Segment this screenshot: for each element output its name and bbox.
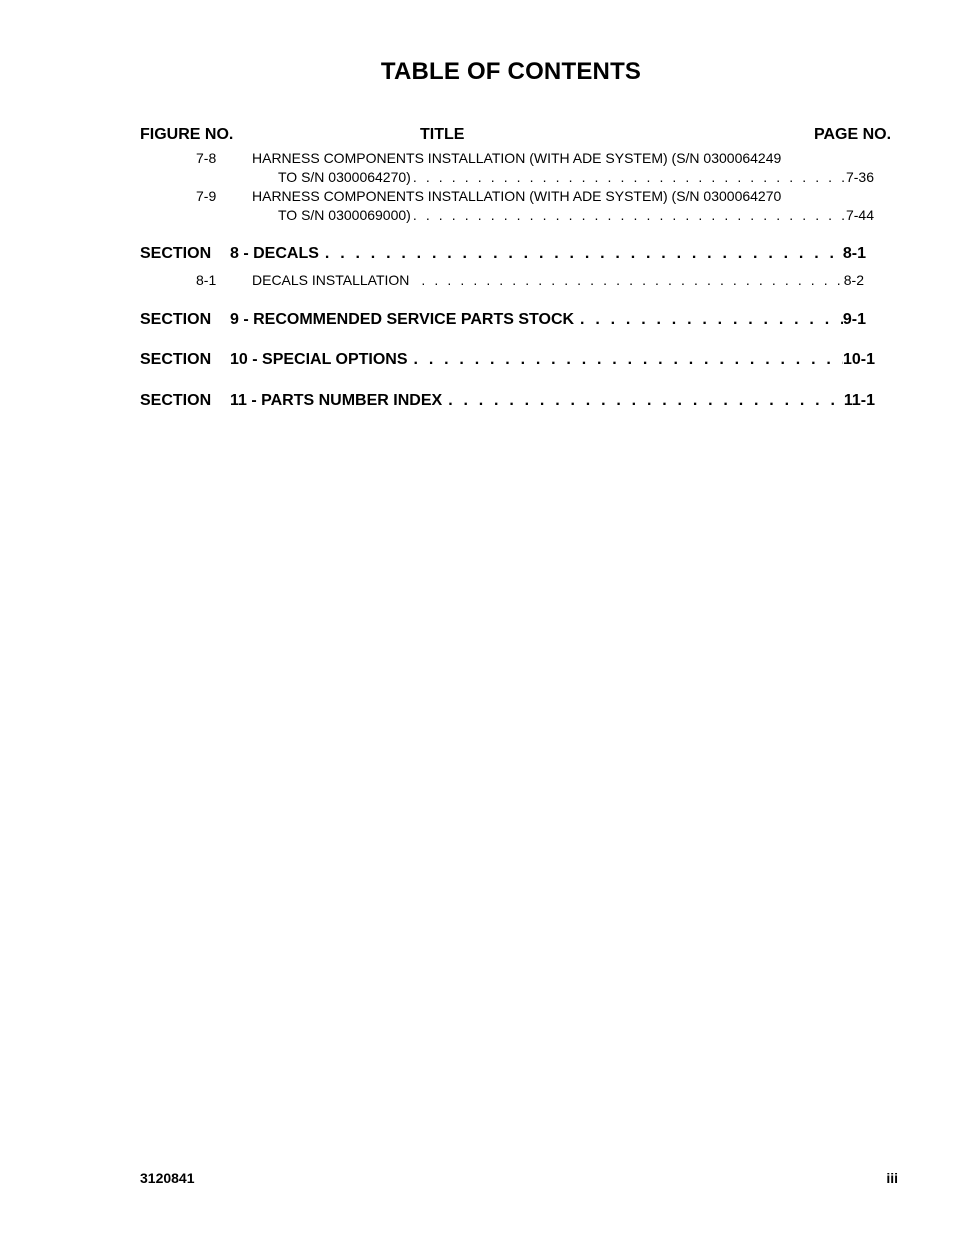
figure-number: 8-1 (196, 272, 217, 288)
section-label: SECTION (140, 311, 212, 328)
figure-page-number: 8-2 (843, 272, 864, 288)
toc-section-entry[interactable] (140, 350, 875, 370)
header-page-no: PAGE NO. (814, 126, 892, 143)
header-figure-no: FIGURE NO. (140, 126, 234, 143)
figure-title-line2: TO S/N 0300064270) (278, 169, 411, 185)
figure-title-line2: TO S/N 0300069000) (278, 207, 411, 223)
figure-title-line1: DECALS INSTALLATION (252, 272, 410, 288)
figure-page-number: 7-36 (845, 169, 874, 185)
section-title: 11 - PARTS NUMBER INDEX (230, 392, 443, 409)
section-page-number: 9-1 (842, 311, 866, 328)
figure-number: 7-9 (196, 188, 217, 204)
toc-section-entry[interactable] (140, 310, 866, 330)
section-title: 8 - DECALS (230, 245, 319, 262)
dot-leader (574, 310, 843, 330)
figure-title-line1: HARNESS COMPONENTS INSTALLATION (WITH ADE SYSTEM) (S/N 0300064270 (252, 188, 782, 204)
section-page-number: 10-1 (842, 351, 875, 368)
figure-number: 7-8 (196, 150, 217, 166)
dot-leader (319, 244, 843, 264)
dot-leader (409, 271, 843, 290)
figure-title-line1: HARNESS COMPONENTS INSTALLATION (WITH ADE SYSTEM) (S/N 0300064249 (252, 150, 782, 166)
toc-section-entry[interactable] (140, 391, 875, 411)
dot-leader (408, 350, 843, 370)
section-page-number: 11-1 (843, 392, 875, 409)
section-page-number: 8-1 (842, 245, 866, 262)
dot-leader (411, 206, 846, 225)
dot-leader (411, 168, 846, 187)
dot-leader (442, 391, 844, 411)
figure-page-number: 7-44 (845, 207, 874, 223)
toc-section-entry[interactable] (140, 244, 866, 264)
section-label: SECTION (140, 351, 212, 368)
footer-document-number: 3120841 (140, 1170, 195, 1186)
footer-page-number: iii (886, 1170, 898, 1186)
section-title: 9 - RECOMMENDED SERVICE PARTS STOCK (230, 311, 575, 328)
section-label: SECTION (140, 245, 212, 262)
page-title: TABLE OF CONTENTS (380, 58, 642, 85)
section-label: SECTION (140, 392, 212, 409)
section-title: 10 - SPECIAL OPTIONS (230, 351, 408, 368)
header-title: TITLE (420, 126, 465, 143)
